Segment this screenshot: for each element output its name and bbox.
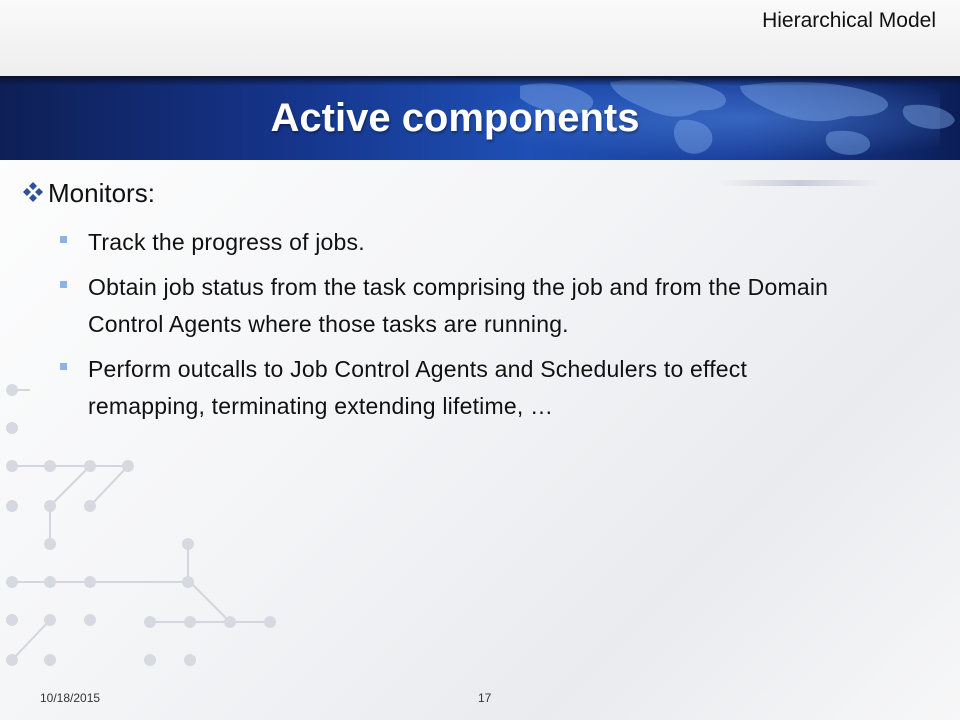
square-bullet-icon [60,281,67,288]
heading-item [22,176,862,210]
footer-date: 10/18/2015 [40,691,101,705]
page-number: 17 [478,691,492,705]
slide-content [22,176,862,433]
square-bullet-icon [60,363,67,370]
heading-text: Monitors: [48,178,155,208]
slide-title: Active components [270,96,640,140]
list-item [60,351,862,425]
four-diamond-bullet-icon [22,181,44,203]
banner-top-shadow [0,76,960,86]
square-bullet-icon [60,236,67,243]
list-item-text: Perform outcalls to Job Control Agents and Schedulers to effect remapping, terminating extending lifetime, … [88,356,748,419]
list-item-text: Obtain job status from the task comprising the job and from the Domain Control Agents where those tasks are running. [88,274,829,337]
list-item [60,224,862,261]
list-item [60,269,862,343]
list-item-text: Track the progress of jobs. [88,229,365,255]
section-label: Hierarchical Model [762,9,936,32]
